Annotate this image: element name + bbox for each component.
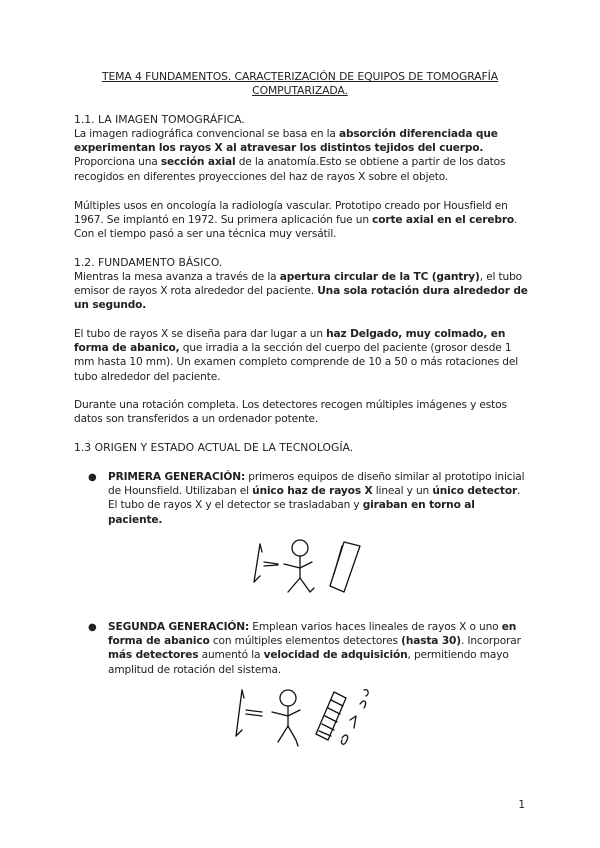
second-generation-sketch-icon bbox=[228, 684, 378, 756]
page-number: 1 bbox=[518, 799, 525, 811]
first-generation-sketch-icon bbox=[248, 534, 370, 602]
section-heading-1-1: 1.1. LA IMAGEN TOMOGRÁFICA. bbox=[74, 113, 245, 126]
bold-text-run: corte axial en el cerebro bbox=[372, 214, 515, 227]
bold-text-run: velocidad de adquisición bbox=[263, 649, 408, 662]
bold-text-run: Una sola rotación dura alrededor de un segundo. bbox=[74, 285, 528, 312]
text-run: . El tubo de rayos X y el detector se trasladaban y bbox=[108, 485, 521, 512]
paragraph-1-2-c bbox=[74, 398, 530, 426]
paragraph-1-1-a bbox=[74, 127, 530, 184]
paragraph-1-2-a bbox=[74, 270, 530, 313]
text-run: El tubo de rayos X se diseña para dar lugar a un bbox=[74, 328, 327, 340]
text-run: con múltiples elementos detectores bbox=[209, 635, 402, 648]
text-run: lineal y un bbox=[372, 485, 433, 498]
text-run: Proporciona una bbox=[74, 156, 161, 169]
bold-text-run: absorción diferenciada que experimentan los rayos X al atravesar los distintos tejidos del cuerpo. bbox=[74, 128, 498, 155]
bold-text-run: PRIMERA GENERACIÓN: bbox=[108, 471, 246, 483]
text-run: que irradia a la sección del cuerpo del paciente (grosor desde 1 mm hasta 10 mm). Un examen completo comprende de 10 a 50 o más rotaciones del tubo alrededor del paciente. bbox=[74, 342, 519, 383]
bold-text-run: en forma de abanico bbox=[108, 621, 517, 648]
bold-text-run: más detectores bbox=[108, 649, 199, 662]
text-run: Durante una rotación completa. Los detectores recogen múltiples imágenes y estos datos son transferidos a un ordenador potente. bbox=[74, 399, 507, 426]
text-run: , el tubo emisor de rayos X rota alrededor del paciente. bbox=[74, 271, 522, 298]
bold-text-run: SEGUNDA GENERACIÓN: bbox=[108, 621, 250, 633]
text-run: aumentó la bbox=[198, 649, 264, 662]
bold-text-run: (hasta 30) bbox=[401, 635, 461, 648]
text-run: , permitiendo mayo amplitud de rotación del sistema. bbox=[108, 649, 509, 676]
section-heading-1-2: 1.2. FUNDAMENTO BÁSICO. bbox=[74, 256, 223, 269]
text-run: Mientras la mesa avanza a través de la bbox=[74, 271, 280, 283]
paragraph-1-2-b bbox=[74, 327, 530, 384]
bullet-first-generation bbox=[108, 470, 528, 527]
text-run: de la anatomía.Esto se obtiene a partir de los datos recogidos en diferentes proyecciones del haz de rayos X sobre el objeto. bbox=[74, 156, 506, 183]
bold-text-run: único detector bbox=[432, 485, 518, 498]
text-run: . Con el tiempo pasó a ser una técnica muy versátil. bbox=[74, 214, 518, 241]
document-title: TEMA 4 FUNDAMENTOS. CARACTERIZACIÓN DE EQUIPOS DE TOMOGRAFÍA COMPUTARIZADA. bbox=[101, 70, 499, 97]
text-run: . Incorporar bbox=[460, 635, 521, 648]
bullet-second-generation bbox=[108, 620, 528, 677]
bullet-symbol-2: ● bbox=[88, 622, 97, 633]
bold-text-run: único haz de rayos X bbox=[252, 485, 373, 498]
text-run: Emplean varios haces lineales de rayos X o uno bbox=[249, 621, 502, 633]
bold-text-run: sección axial bbox=[160, 156, 236, 169]
bold-text-run: apertura circular de la TC (gantry) bbox=[279, 271, 480, 283]
text-run: La imagen radiográfica convencional se basa en la bbox=[74, 128, 339, 140]
text-run: primeros equipos de diseño similar al prototipo inicial de Hounsfield. Utilizaban el bbox=[108, 471, 525, 498]
bold-text-run: giraban en torno al paciente. bbox=[108, 499, 475, 526]
paragraph-1-1-b bbox=[74, 199, 530, 242]
section-heading-1-3: 1.3 ORIGEN Y ESTADO ACTUAL DE LA TECNOLOGÍA. bbox=[74, 441, 354, 454]
bullet-symbol: ● bbox=[88, 472, 97, 483]
bold-text-run: haz Delgado, muy colmado, en forma de abanico, bbox=[74, 328, 506, 355]
text-run: Múltiples usos en oncología la radiología vascular. Prototipo creado por Housfield en 1967. Se implantó en 1972. Su primera aplicación fue un bbox=[74, 200, 508, 227]
